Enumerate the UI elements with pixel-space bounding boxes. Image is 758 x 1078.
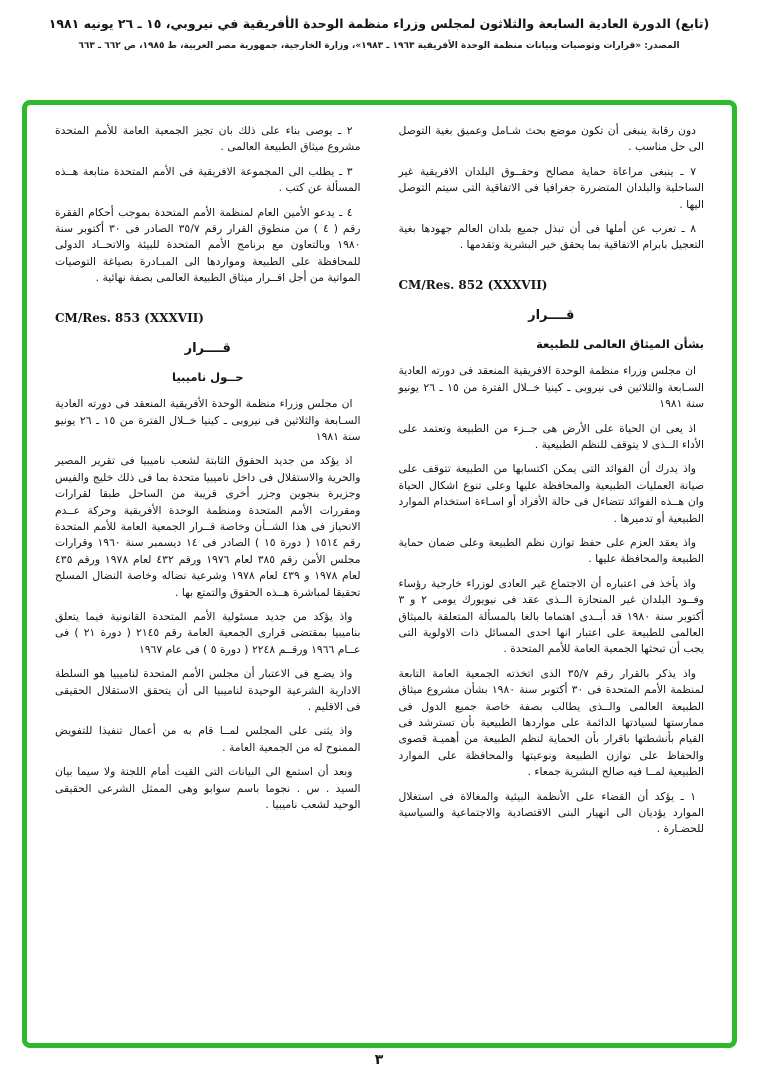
paragraph: ٢ ـ يوصى بناء على ذلك بان تجيز الجمعية العامة للأمم المتحدة مشروع ميثاق الطبيعة العالمى . <box>55 124 361 154</box>
paragraph: اذ يؤكد من جديد الحقوق الثابتة لشعب ناميبيا فى تقرير المصير والحرية والاستقلال فى داخل ناميبيا متحدة بما فى ذلك خليج والفيس وجزيرة بنجوين وجزر أخرى قريبة من الساحل طبقا لقرارات ومقررات الأمم المتحدة ومنظمة الوحدة الأفريقية وحركة عــدم الانحياز فى هذا الشــأن وخاصة قــرار الجمعية العامة للأمم المتحدة رقم ١٥١٤ ( دورة ١٥ ) الصادر فى ١٤ ديسمبر سنة ١٩٦٠ وقرارات مجلس الأمن رقم ٣٨٥ لعام ١٩٧٦ ورقم ٤٣٢ لعام ١٩٧٨ ورقم ٤٣٥ لعام ١٩٧٨ و ٤٣٩ لعام ١٩٧٨ وشرعية نضاله وخاصة النضال المسلح تحقيقا لمباشرة هــذه الحقوق والتمتع بها . <box>55 454 361 599</box>
paragraph: واذ يذكر بالقرار رقم ٣٥/٧ الذى اتخذته الجمعية العامة التابعة لمنظمة الأمم المتحدة فى ٣٠ أكتوبر سنة ١٩٨٠ بشأن مشروع ميثاق الطبيعة العالمى والــذى يطالب بصفة خاصة جميع الدول فى ممارستها لسيادتها الدائمة على مواردها الطبيعية بأن تسترشد فى القيام بأنشطتها باقرار بأن الحماية لنظم الطبيعة من أهميـة قصوى والحفاظ على توازن الطبيعة ونوعيتها والمحافظة على الموارد الطبيعية لمــا فيه صالح البشرية جمعاء . <box>398 666 704 779</box>
two-column-layout <box>55 123 704 1029</box>
paragraph: واذ يثنى على المجلس لمــا قام به من أعمال تنفيذا للتفويض الممنوح له من الجمعية العامة . <box>55 724 361 754</box>
paragraph: ٣ ـ يطلب الى المجموعة الافريقية فى الأمم المتحدة متابعة هــذه المسألة عن كتب . <box>55 164 361 195</box>
resolution-reference: CM/Res. 853 (XXXVII) <box>55 310 204 325</box>
resolution-reference: CM/Res. 852 (XXXVII) <box>398 277 548 292</box>
paragraph: ٧ ـ ينبغى مراعاة حماية مصالح وحقــوق البلدان الافريقية غير الساحلية والبلدان المتضررة جغرافيا فى الاتفاقية التى سيتم التوصل اليها . <box>398 164 704 211</box>
paragraph: ٤ ـ يدعو الأمين العام لمنظمة الأمم المتحدة بموجب أحكام الفقرة رقم ( ٤ ) من منطوق القرار رقم ٣٥/٧ الصادر فى ٣٠ أكتوبر سنة ١٩٨٠ وبالتعاون مع برنامج الأمم المتحدة للبيئة والاتحــاد الدولى للمحافظة على الطبيعة ومواردها الى المبـادرة بصياغة التوصيات المواتية من أجل اقــرار ميثاق الطبيعة العالمى بصفة نهائية . <box>55 205 361 285</box>
page-number: ٣ <box>374 1052 384 1068</box>
resolution-subject: بشأن الميثاق العالمى للطبيعة <box>536 336 704 351</box>
content-frame <box>22 100 737 1048</box>
paragraph: ٨ ـ تعرب عن أملها فى أن تبذل جميع بلدان العالم جهودها بغية التعجيل بابرام الاتفاقية بما يحقق خير البشرية وتقدمها . <box>398 222 704 252</box>
paragraph: واذ يعقد العزم على حفظ توازن نظم الطبيعة وعلى ضمان حماية الطبيعة والمحافظة عليها . <box>398 535 704 566</box>
column-right <box>399 123 705 1029</box>
paragraph: دون رقابة ينبغى أن تكون موضع بحث شـامل وعميق بغية التوصل الى حل مناسب . <box>398 124 704 154</box>
resolution-title: قــــرار <box>528 308 575 324</box>
page-header <box>0 0 758 51</box>
paragraph: ١ ـ يؤكد أن القضاء على الأنظمة البيئية والمغالاة فى استغلال الموارد يؤديان الى انهيار البنى الاقتصادية والاجتماعية والسياسية للحضـارة . <box>398 789 704 836</box>
paragraph: واذ يضـع فى الاعتبار أن مجلس الأمم المتحدة لناميبيا هو السلطة الادارية الشرعية الوحيدة لناميبيا الى أن يتحقق الاستقلال الحقيقى فى الاقليم . <box>55 667 361 714</box>
paragraph: وبعد أن استمع الى البيانات التى القيت أمام اللجنة ولا سيما بيان السيد . س . نجوما باسم سوابو وهى الممثل الشرعى الحقيقى الوحيد لشعب ناميبيا . <box>55 765 361 812</box>
header-title: (تابع) الدورة العادية السابعة والثلاثون لمجلس وزراء منظمة الوحدة الأفريقية في نيروبي، ١٥ ـ ٢٦ يونيه ١٩٨١ <box>48 16 710 31</box>
paragraph: ان مجلس وزراء منظمة الوحدة الأفريقية المنعقد فى دورته العادية السـابعة والثلاثين فى نيروبى ـ كينيا خــلال الفترة من ١٥ ـ ٢٦ يونيو سنة ١٩٨١ <box>55 397 361 443</box>
resolution-title: قــــرار <box>184 340 231 356</box>
paragraph: واذ يؤكد من جديد مسئولية الأمم المتحدة القانونية فيما يتعلق بناميبيا بمقتضى قرارى الجمعية العامة رقم ٢١٤٥ ( دورة ٢١ ) فى عــام ١٩٦٦ ورقــم ٢٢٤٨ ( دورة ٥ ) فى عام ١٩٦٧ <box>55 609 361 656</box>
resolution-subject: حــول ناميبيا <box>172 369 244 384</box>
paragraph: اذ يعى ان الحياة على الأرض هى جــزء من الطبيعة وتعتمد على الأداء الــذى لا يتوقف للنظم الطبيعية . <box>398 421 704 451</box>
column-left <box>55 123 361 1029</box>
paragraph: واذ يأخذ فى اعتباره أن الاجتماع غير العادى لوزراء خارجية رؤساء وفــود البلدان غير المنحازة الــذى عقد فى نيويورك يومى ٢ و ٣ أكتوبر سنة ١٩٨٠ قد أبــدى اهتماما بالغا بالمسألة المتعلقة بالميثاق العالمى للطبيعة على اعتبار انها احدى المسائل ذات الاولوية التى يجب أن تبحثها الجمعية العامة للأمم المتحدة . <box>398 576 704 656</box>
header-source: المصدر: «قرارات وتوصيات وبيانات منظمة الوحدة الأفريقية ١٩٦٣ ـ ١٩٨٣»، وزارة الخارجية، جمهورية مصر العربية، ط ١٩٨٥، ص ٦٦٢ ـ ٦٦٣ <box>78 41 680 51</box>
paragraph: واذ يدرك أن الفوائد التى يمكن اكتسابها من الطبيعة تتوقف على صيانة العمليات الطبيعية والمحافظة عليها وعلى تنوع اشكال الحياة وان هــذه الفوائد تتضاءل فى حالة الأفراد أو اسـاءة استخدام الموارد الطبيعية أو تدميرها . <box>398 462 704 525</box>
paragraph: ان مجلس وزراء منظمة الوحدة الافريقية المنعقد فى دورته العادية السـابعة والثلاثين فى نيروبى ـ كينيا خــلال الفترة من ١٥ ـ ٢٦ يونيو سنة ١٩٨١ <box>398 364 704 411</box>
